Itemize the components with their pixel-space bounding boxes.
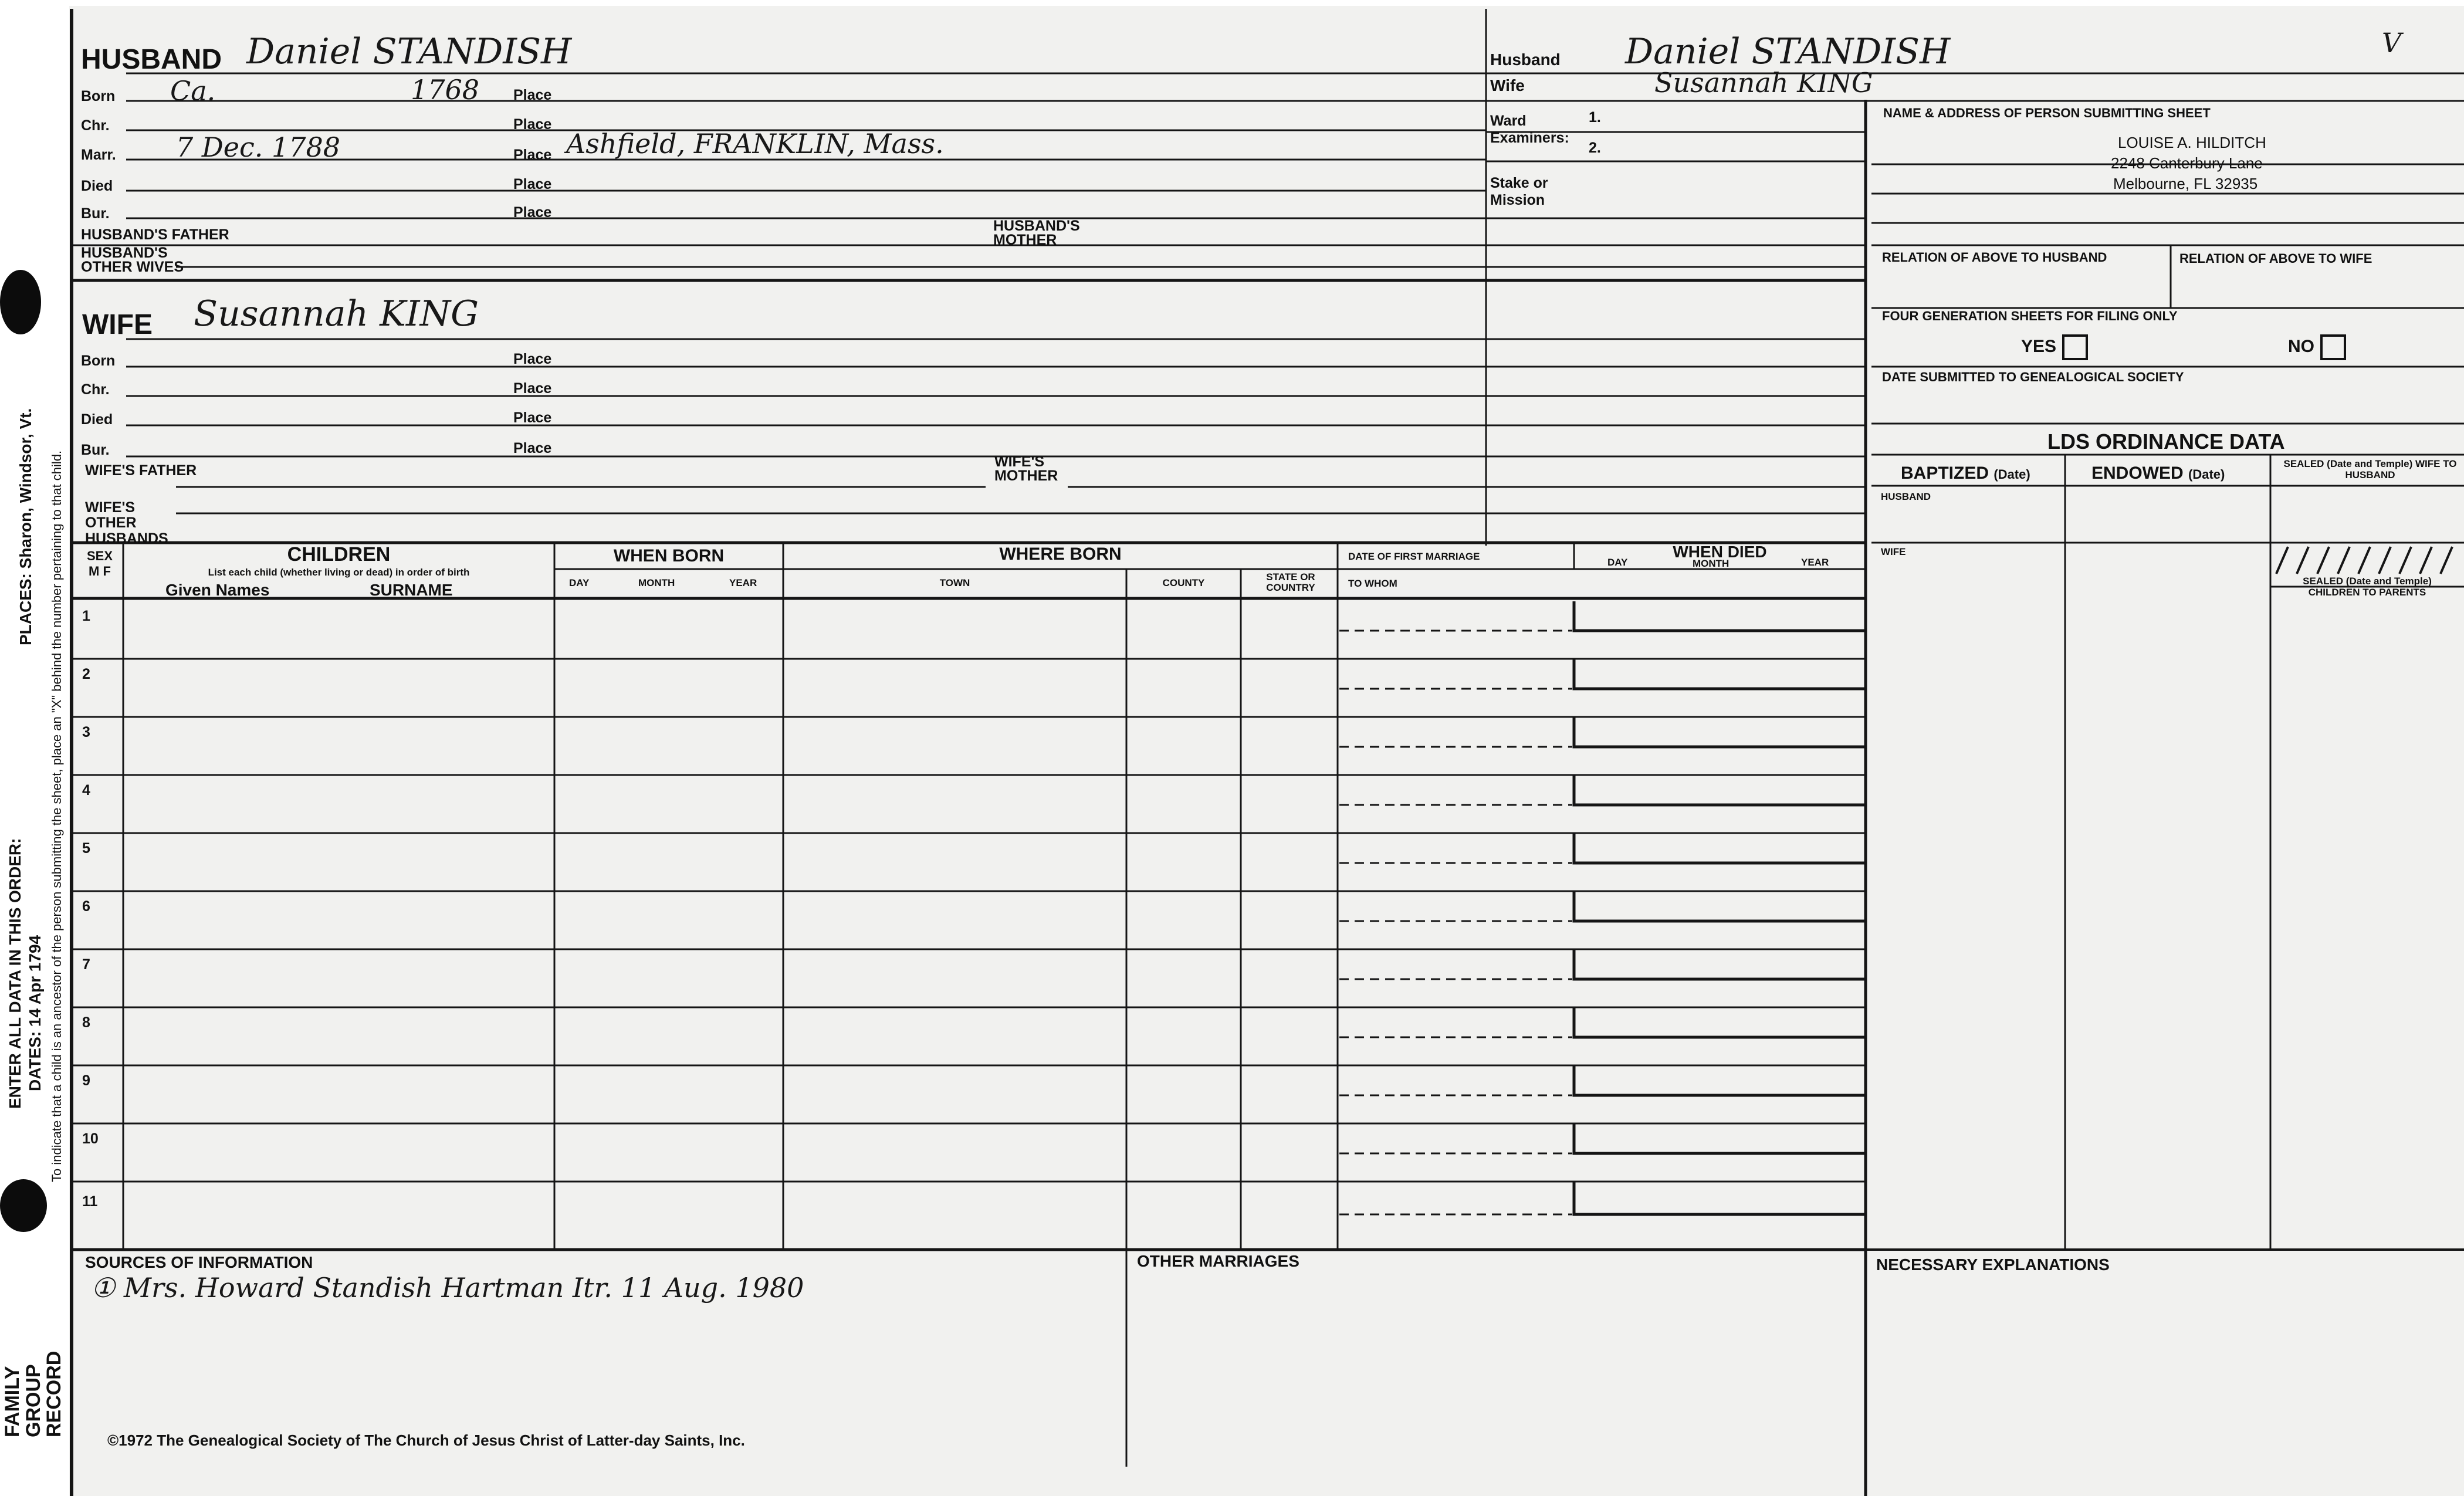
wife-bur-label: Bur. [81,442,110,458]
submitter-address-1: 2248 Canterbury Lane [2111,154,2263,172]
surname-header: SURNAME [370,581,453,599]
first-marriage-header: DATE OF FIRST MARRIAGE [1348,551,1480,562]
baptized-date-note: (Date) [1993,467,2030,482]
wifes-other-husbands-label: WIFE'S OTHER HUSBANDS [85,499,168,547]
husband-marr-place-label: Place [513,147,552,163]
right-wife-label: Wife [1490,76,1525,94]
form-title: FAMILY GROUP RECORD [1,1351,66,1437]
submitter-label: NAME & ADDRESS OF PERSON SUBMITTING SHEET [1883,106,2211,120]
marr-place-value[interactable]: Ashfield, FRANKLIN, Mass. [566,128,944,160]
examiner-2-label: 2. [1589,140,1601,156]
places-note: PLACES: Sharon, Windsor, Vt. [16,408,35,645]
husbands-other-wives-label: HUSBAND'S OTHER WIVES [81,245,184,275]
died-year-header: YEAR [1801,557,1829,568]
husbands-father-label: HUSBAND'S FATHER [81,226,229,243]
right-husband-name-value[interactable]: Daniel STANDISH [1625,31,1951,72]
born-day-header: DAY [569,577,590,588]
four-gen-label: FOUR GENERATION SHEETS FOR FILING ONLY [1882,309,2178,323]
relation-wife-label: RELATION OF ABOVE TO WIFE [2179,251,2372,266]
baptized-label [1901,465,2030,482]
wife-died-label: Died [81,411,113,428]
lds-husband-label: HUSBAND [1881,491,1931,502]
wifes-mother-label: WIFE'S MOTHER [994,453,1058,484]
marr-date-value[interactable]: 7 Dec. 1788 [176,131,341,163]
examiner-1-label: 1. [1589,109,1601,126]
born-month-header: MONTH [638,577,675,588]
wife-died-place-label: Place [513,409,552,426]
date-submitted-label: DATE SUBMITTED TO GENEALOGICAL SOCIETY [1882,370,2184,384]
wife-born-place-label: Place [513,351,552,367]
husband-born-place-label: Place [513,87,552,103]
sources-value[interactable]: ① Mrs. Howard Standish Hartman Itr. 11 Aug. 1980 [91,1272,804,1304]
endowed-date-note: (Date) [2188,467,2225,482]
wife-bur-place-label: Place [513,440,552,456]
checkmark-value: V [2382,27,2402,59]
enter-all-note: ENTER ALL DATA IN THIS ORDER: [6,838,24,1109]
husband-heading: HUSBAND [81,44,222,75]
right-husband-label: Husband [1490,50,1561,69]
yes-option[interactable] [2021,334,2088,360]
town-header: TOWN [939,577,970,588]
sealed-wife-label: SEALED (Date and Temple) WIFE TO HUSBAND [2283,458,2457,480]
child-row-number: 9 [82,1072,90,1089]
child-row-number: 4 [82,782,90,798]
wife-heading: WIFE [82,309,153,340]
child-row-number: 7 [82,956,90,973]
stake-mission-label: Stake or Mission [1490,175,1548,208]
yes-label: YES [2021,336,2057,356]
husband-chr-place-label: Place [513,116,552,133]
where-born-header: WHERE BORN [999,544,1122,564]
sources-label: SOURCES OF INFORMATION [85,1253,313,1271]
no-option[interactable] [2288,334,2346,360]
sex-header: SEX M F [86,549,113,579]
born-year-header: YEAR [729,577,757,588]
children-subtitle: List each child (whether living or dead) in order of birth [208,567,470,578]
died-day-header: DAY [1607,557,1628,568]
wife-chr-label: Chr. [81,381,110,398]
necessary-explanations-label: NECESSARY EXPLANATIONS [1876,1255,2110,1274]
husband-bur-place-label: Place [513,204,552,221]
submitter-address-2: Melbourne, FL 32935 [2113,175,2258,192]
wife-born-label: Born [81,353,116,369]
child-row-number: 6 [82,898,90,915]
child-row-number: 1 [82,608,90,624]
born-date-value[interactable]: Ca. [170,75,216,107]
no-label: NO [2288,336,2314,356]
no-checkbox[interactable] [2320,334,2346,360]
child-row-number: 10 [82,1131,99,1147]
submitter-name: LOUISE A. HILDITCH [2118,134,2266,151]
chr-label: Chr. [81,117,110,134]
relation-husband-label: RELATION OF ABOVE TO HUSBAND [1882,250,2107,265]
child-row-number: 8 [82,1014,90,1031]
state-country-header: STATE OR COUNTRY [1266,571,1315,593]
yes-checkbox[interactable] [2062,334,2088,360]
ward-examiners-label: Ward Examiners: [1490,113,1569,146]
other-marriages-label: OTHER MARRIAGES [1137,1252,1299,1270]
county-header: COUNTY [1162,577,1205,588]
husband-died-place-label: Place [513,176,552,192]
endowed-text: ENDOWED [2091,463,2184,483]
child-row-number: 11 [82,1193,98,1210]
child-row-number: 5 [82,840,90,857]
right-wife-name-value[interactable]: Susannah KING [1654,67,1873,99]
husband-name-value[interactable]: Daniel STANDISH [246,31,572,72]
wife-chr-place-label: Place [513,380,552,397]
marr-label: Marr. [81,147,116,163]
wifes-father-label: WIFE'S FATHER [85,462,197,479]
given-names-header: Given Names [165,581,270,599]
endowed-label [2091,465,2225,482]
ancestor-instruction: To indicate that a child is an ancestor of the person submitting the sheet, place an "X" behind the number pertaining to that child. [49,450,64,1182]
when-died-header: WHEN DIED [1673,543,1767,561]
child-row-number: 2 [82,666,90,682]
lds-title: LDS ORDINANCE DATA [2047,429,2285,453]
husbands-mother-label: HUSBAND'S MOTHER [993,218,1080,248]
dates-note: DATES: 14 Apr 1794 [26,935,44,1091]
child-row-number: 3 [82,724,90,740]
died-label: Died [81,178,113,194]
died-month-header: MONTH [1693,558,1729,569]
to-whom-header: TO WHOM [1348,578,1397,589]
when-born-header: WHEN BORN [613,546,725,566]
lds-wife-label: WIFE [1881,546,1906,557]
born-year-value[interactable]: 1768 [411,74,480,106]
born-label: Born [81,88,116,104]
baptized-text: BAPTIZED [1901,463,1989,483]
sealed-children-label: SEALED (Date and Temple) CHILDREN TO PARENTS [2303,576,2432,598]
children-title: CHILDREN [287,543,391,566]
bur-label: Bur. [81,205,110,222]
wife-name-value[interactable]: Susannah KING [194,293,479,334]
copyright-notice: ©1972 The Genealogical Society of The Church of Jesus Christ of Latter-day Saints, Inc. [107,1431,745,1449]
